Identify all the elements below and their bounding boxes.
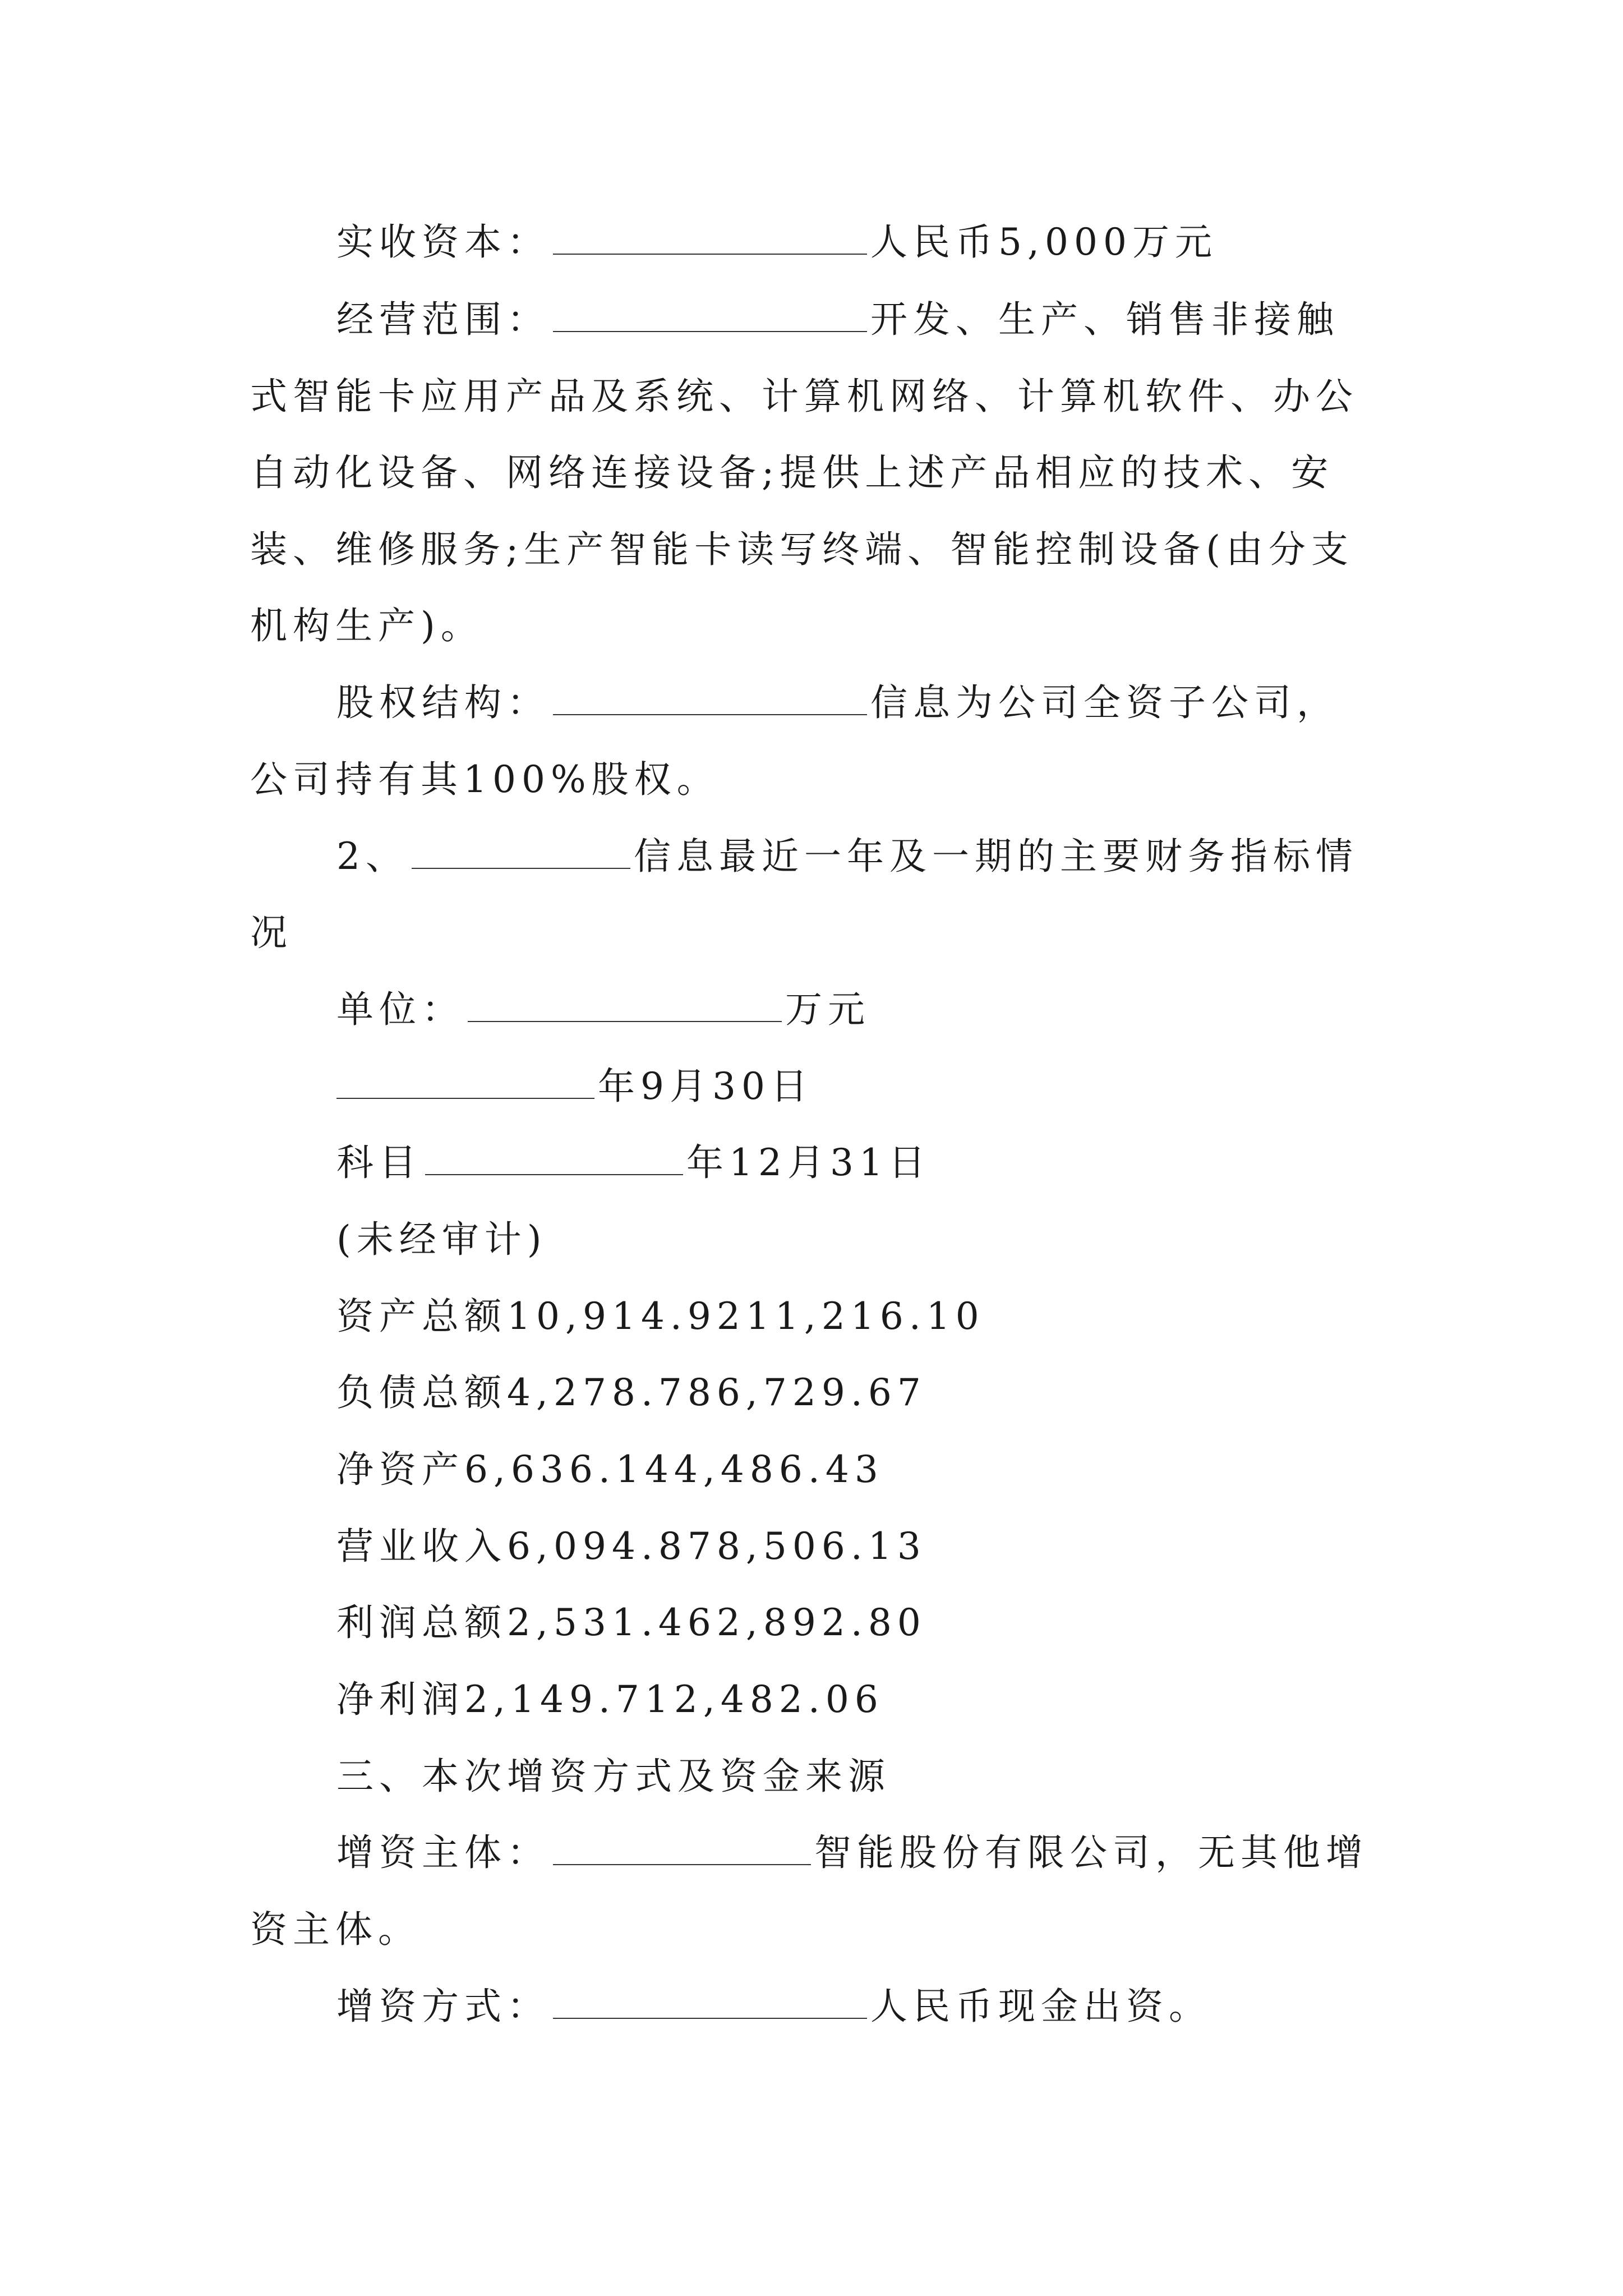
- paid-in-capital-line: [336, 217, 1373, 268]
- date-1: 年9月30日: [598, 1065, 813, 1108]
- section-2-heading: [336, 831, 1373, 882]
- business-scope-text: 开发、生产、销售非接触: [870, 298, 1339, 341]
- subject-label: 科目: [336, 1141, 422, 1184]
- paid-in-capital-value: 人民币5,000万元: [870, 220, 1218, 264]
- date-2: 年12月31日: [686, 1141, 931, 1184]
- blank-field: [468, 987, 782, 1022]
- business-scope-cont-1: 式智能卡应用产品及系统、计算机网络、计算机软件、办公: [250, 375, 1358, 418]
- total-liabilities-row: 负债总额4,278.786,729.67: [336, 1371, 926, 1414]
- total-profit-row: 利润总额2,531.462,892.80: [336, 1601, 926, 1644]
- business-scope-cont-4: 机构生产)。: [250, 604, 483, 647]
- net-assets-row: 净资产6,636.144,486.43: [336, 1448, 884, 1491]
- blank-field: [336, 1064, 594, 1099]
- blank-field: [553, 220, 867, 255]
- date-line-1: [336, 1061, 1373, 1112]
- capital-increase-method-line: [336, 1981, 1373, 2032]
- section-2-title: 信息最近一年及一期的主要财务指标情: [634, 835, 1358, 878]
- business-scope-cont-3: 装、维修服务;生产智能卡读写终端、智能控制设备(由分支: [250, 528, 1354, 571]
- capital-increase-method-text: 人民币现金出资。: [870, 1985, 1211, 2028]
- capital-increase-subject-cont: 资主体。: [250, 1908, 421, 1951]
- section-2-number: 2、: [336, 835, 408, 878]
- blank-field: [553, 1830, 811, 1865]
- unit-label: 单位：: [336, 988, 464, 1031]
- blank-field: [412, 834, 630, 869]
- equity-structure-label: 股权结构：: [336, 681, 550, 724]
- revenue-row: 营业收入6,094.878,506.13: [336, 1525, 926, 1568]
- business-scope-line: [336, 295, 1373, 345]
- business-scope-cont-2: 自动化设备、网络连接设备;提供上述产品相应的技术、安: [250, 451, 1334, 494]
- blank-field: [553, 1984, 867, 2019]
- blank-field: [553, 680, 867, 715]
- capital-increase-method-label: 增资方式：: [336, 1985, 550, 2028]
- equity-structure-cont: 公司持有其100%股权。: [250, 758, 720, 801]
- blank-field: [553, 297, 867, 332]
- section-3-heading: 三、本次增资方式及资金来源: [336, 1755, 891, 1798]
- unit-line: [336, 984, 1373, 1035]
- paid-in-capital-label: 实收资本：: [336, 220, 550, 264]
- capital-increase-subject-line: [336, 1828, 1373, 1878]
- total-assets-row: 资产总额10,914.9211,216.10: [336, 1295, 985, 1338]
- equity-structure-line: [336, 678, 1373, 728]
- section-2-heading-cont: 况: [250, 911, 293, 954]
- subject-line: [336, 1138, 1373, 1188]
- capital-increase-subject-text: 智能股份有限公司，无其他增: [814, 1831, 1368, 1874]
- net-profit-row: 净利润2,149.712,482.06: [336, 1678, 884, 1721]
- blank-field: [425, 1140, 683, 1175]
- unit-value: 万元: [785, 988, 870, 1031]
- business-scope-label: 经营范围：: [336, 298, 550, 341]
- capital-increase-subject-label: 增资主体：: [336, 1831, 550, 1874]
- equity-structure-text: 信息为公司全资子公司，: [870, 681, 1339, 724]
- unaudited-note: (未经审计): [336, 1218, 547, 1261]
